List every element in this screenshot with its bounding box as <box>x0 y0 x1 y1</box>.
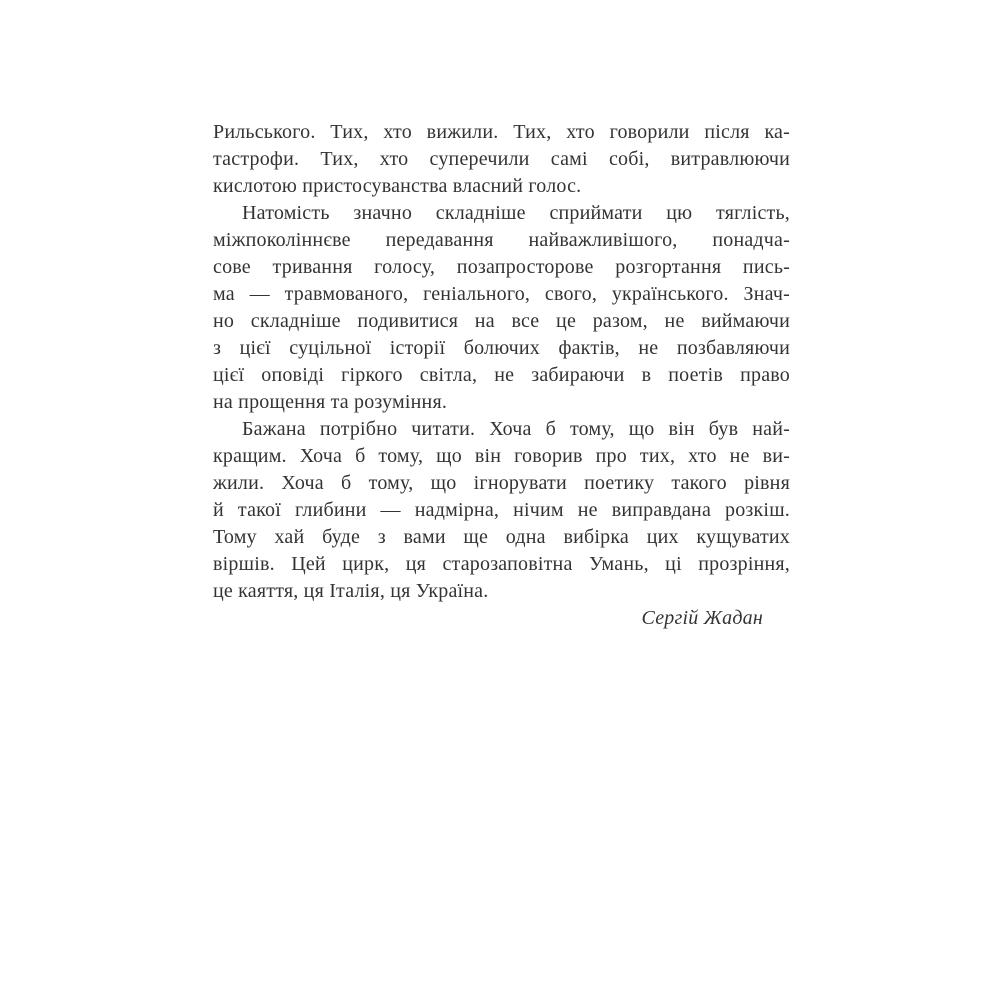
text-line: ма — травмованого, геніального, свого, українського. Знач- <box>213 283 790 305</box>
paragraph <box>213 200 790 416</box>
text-line: й такої глибини — надмірна, нічим не виправдана розкіш. <box>213 499 790 521</box>
text-line: Бажана потрібно читати. Хоча б тому, що він був най- <box>242 418 790 440</box>
text-line: кращим. Хоча б тому, що він говорив про тих, хто не ви- <box>213 445 790 467</box>
paragraphs-container <box>213 119 790 605</box>
text-line: кислотою пристосуванства власний голос. <box>213 175 582 197</box>
text-line: Натомість значно складніше сприймати цю тяглість, <box>242 202 790 224</box>
paragraph <box>213 119 790 200</box>
text-line: Рильського. Тих, хто вижили. Тих, хто говорили після ка- <box>213 121 790 143</box>
text-line: віршів. Цей цирк, ця старозаповітна Умань, ці прозріння, <box>213 553 790 575</box>
text-line: тастрофи. Тих, хто суперечили самі собі, витравлюючи <box>213 148 790 170</box>
text-line: Тому хай буде з вами ще одна вибірка цих кущуватих <box>213 526 790 548</box>
text-line: жили. Хоча б тому, що ігнорувати поетику такого рівня <box>213 472 790 494</box>
text-line: міжпоколіннєве передавання найважливішого, понадча- <box>213 229 790 251</box>
text-line: з цієї суцільної історії болючих фактів, не позбавляючи <box>213 337 790 359</box>
afterword-text-block <box>213 119 790 632</box>
text-line: но складніше подивитися на все це разом, не виймаючи <box>213 310 790 332</box>
text-line: на прощення та розуміння. <box>213 391 448 413</box>
text-line: цієї оповіді гіркого світла, не забираючи в поетів право <box>213 364 790 386</box>
text-line: це каяття, ця Італія, ця Україна. <box>213 580 489 602</box>
text-line: сове тривання голосу, позапросторове розгортання пись- <box>213 256 790 278</box>
author-signature: Сергій Жадан <box>641 607 763 629</box>
paragraph <box>213 416 790 605</box>
